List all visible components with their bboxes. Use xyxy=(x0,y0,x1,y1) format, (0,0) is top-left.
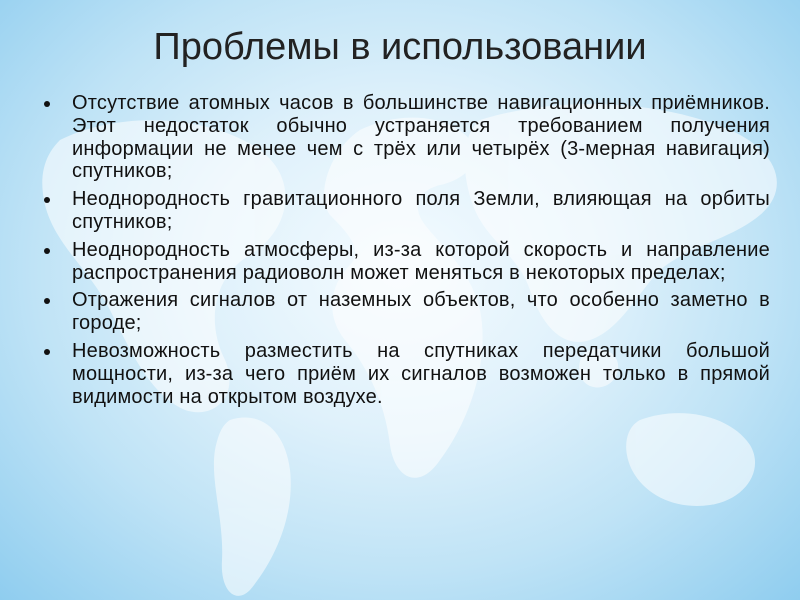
bullet-item-4 xyxy=(40,289,770,335)
bullet-dot-icon xyxy=(44,101,50,107)
bullet-dot-icon xyxy=(44,248,50,254)
bullet-dot-icon xyxy=(44,298,50,304)
bullet-list xyxy=(40,92,770,413)
bullet-item-5 xyxy=(40,340,770,408)
bullet-text: Отсутствие атомных часов в большинстве навигационных приёмников. Этот недостаток обычно устраняется требованием получения информации не менее чем с трёх или четырёх (3-мерная навигация) спутников; xyxy=(72,92,770,183)
bullet-item-2 xyxy=(40,188,770,234)
bullet-item-1 xyxy=(40,92,770,183)
bullet-text: Невозможность разместить на спутниках передатчики большой мощности, из-за чего приём их сигналов возможен только в прямой видимости на открытом воздухе. xyxy=(72,339,770,408)
bullet-text: Отражения сигналов от наземных объектов, что особенно заметно в городе; xyxy=(72,289,770,335)
bullet-text: Неоднородность атмосферы, из-за которой скорость и направление распространения радиоволн может меняться в некоторых пределах; xyxy=(72,238,770,284)
bullet-item-3 xyxy=(40,239,770,285)
bullet-text: Неоднородность гравитационного поля Земли, влияющая на орбиты спутников; xyxy=(72,188,770,233)
bullet-dot-icon xyxy=(44,349,50,355)
slide-title: Проблемы в использовании xyxy=(153,26,647,68)
bullet-dot-icon xyxy=(44,197,50,203)
